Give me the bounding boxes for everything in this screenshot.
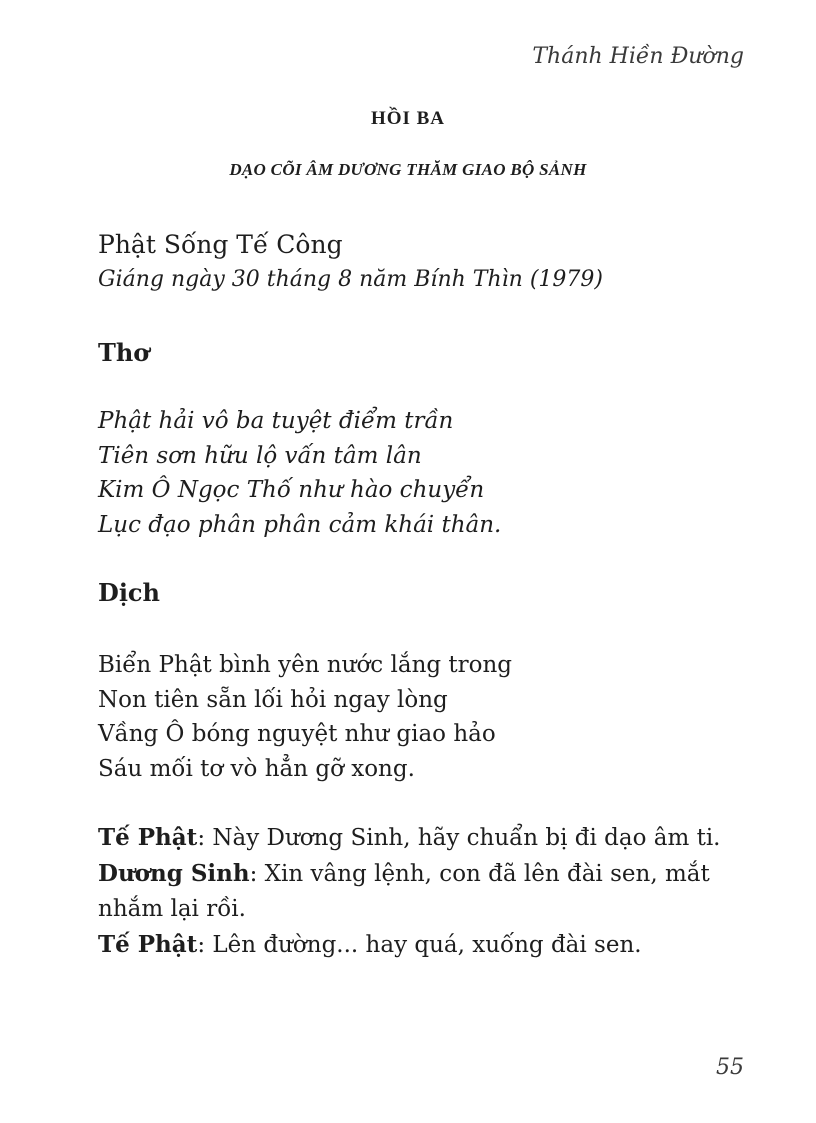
poem-block [98,404,501,542]
dialogue-text: : Xin vâng lệnh, con đã lên đài sen, mắt nhắm lại rồi. [98,861,710,922]
translation-heading: Dịch [98,578,160,607]
poem-line: Phật hải vô ba tuyệt điểm trần [98,408,454,434]
translation-line: Biển Phật bình yên nước lắng trong [98,652,513,678]
translation-line: Non tiên sẵn lối hỏi ngay lòng [98,686,448,713]
dialogue-text: : Này Dương Sinh, hãy chuẩn bị đi dạo âm ti. [197,825,721,851]
speaker-name: Tế Phật [98,824,198,851]
chapter-subtitle: DẠO CÕI ÂM DƯƠNG THĂM GIAO BỘ SẢNH [229,160,587,179]
author-line: Phật Sống Tế Công [98,230,343,259]
translation-block [98,648,512,786]
date-line: Giáng ngày 30 tháng 8 năm Bính Thìn (1979) [98,267,603,292]
speaker-name: Tế Phật [98,931,198,958]
dialogue-text: : Lên đường... hay quá, xuống đài sen. [197,932,642,958]
running-header: Thánh Hiền Đường [532,44,744,69]
translation-line: Sáu mối tơ vò hẳn gỡ xong. [98,755,415,782]
poem-line: Kim Ô Ngọc Thố như hào chuyển [98,477,485,503]
translation-line: Vầng Ô bóng nguyệt như giao hảo [98,721,496,747]
page-number: 55 [716,1055,744,1080]
dialogue-block [98,820,748,963]
poem-line: Tiên sơn hữu lộ vấn tâm lân [98,442,422,469]
chapter-title: HỒI BA [370,108,446,129]
poem-heading: Thơ [98,338,150,367]
dialogue-line [98,856,748,927]
dialogue-line [98,820,748,856]
speaker-name: Dương Sinh [98,860,250,887]
poem-line: Lục đạo phân phân cảm khái thân. [98,511,502,538]
dialogue-line [98,927,748,963]
